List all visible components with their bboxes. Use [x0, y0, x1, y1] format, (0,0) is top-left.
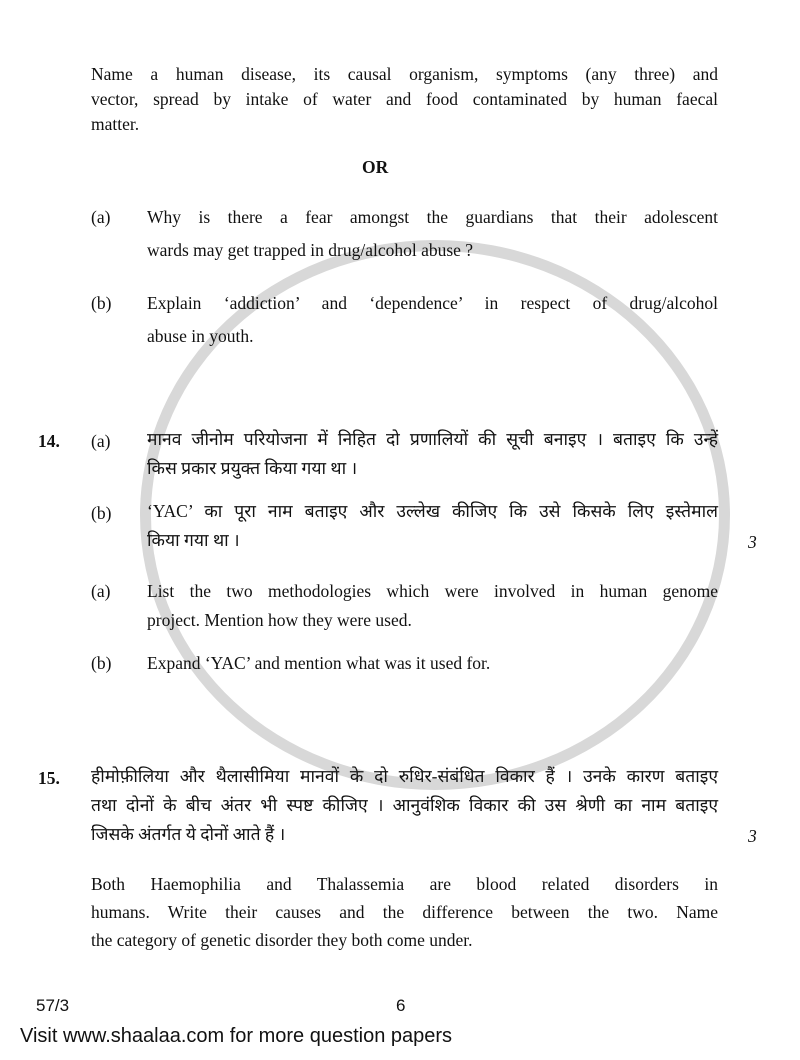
q13-a-text: Why is there a fear amongst the guardians that their adolescent	[147, 207, 718, 227]
q15-hindi: हीमोफ़ीलिया और थैलासीमिया मानवों के दो रुधिर-संबंधित विकार हैं । उनके कारण बताइए	[91, 766, 718, 786]
marks: 3	[748, 826, 757, 846]
question-number: 15.	[38, 768, 60, 788]
marks: 3	[748, 532, 757, 552]
q14-hindi-b: किया गया था ।	[147, 530, 240, 550]
q15-english: the category of genetic disorder they both come under.	[91, 930, 473, 950]
q14-english-b: Expand ‘YAC’ and mention what was it used for.	[147, 653, 491, 673]
shaalaa-footer-link[interactable]: Visit www.shaalaa.com for more question papers	[20, 1025, 453, 1047]
q14-hindi-a: किस प्रकार प्रयुक्त किया गया था ।	[147, 458, 358, 478]
q13-a-text: wards may get trapped in drug/alcohol abuse ?	[147, 240, 474, 260]
q13-b-text: abuse in youth.	[147, 326, 254, 346]
option-label: (a)	[91, 581, 111, 601]
option-label: (a)	[91, 431, 111, 451]
q14-hindi-b: ‘YAC’ का पूरा नाम बताइए और उल्लेख कीजिए कि उसे किसके लिए इस्तेमाल	[147, 501, 718, 521]
q13-text: Name a human disease, its causal organism, symptoms (any three) and	[91, 64, 718, 84]
option-label: (b)	[91, 503, 112, 523]
option-label: (a)	[91, 207, 111, 227]
question-number: 14.	[38, 431, 60, 451]
q13-b-text: Explain ‘addiction’ and ‘dependence’ in respect of drug/alcohol	[147, 293, 718, 313]
paper-code: 57/3	[36, 996, 70, 1015]
q15-english: humans. Write their causes and the difference between the two. Name	[91, 902, 718, 922]
q14-hindi-a: मानव जीनोम परियोजना में निहित दो प्रणालियों की सूची बनाइए । बताइए कि उन्हें	[147, 429, 718, 449]
q13-text: vector, spread by intake of water and food contaminated by human faecal	[91, 89, 718, 109]
q14-english-a: List the two methodologies which were involved in human genome	[147, 581, 718, 601]
q15-hindi: तथा दोनों के बीच अंतर भी स्पष्ट कीजिए । आनुवंशिक विकार की उस श्रेणी का नाम बताइए	[91, 795, 718, 815]
option-label: (b)	[91, 653, 112, 673]
q13-text: matter.	[91, 114, 140, 134]
q15-hindi: जिसके अंतर्गत ये दोनों आते हैं ।	[91, 824, 286, 844]
q14-english-a: project. Mention how they were used.	[147, 610, 412, 630]
option-label: (b)	[91, 293, 112, 313]
or-heading: OR	[362, 157, 389, 177]
page-number: 6	[396, 996, 406, 1015]
q15-english: Both Haemophilia and Thalassemia are blood related disorders in	[91, 874, 718, 894]
